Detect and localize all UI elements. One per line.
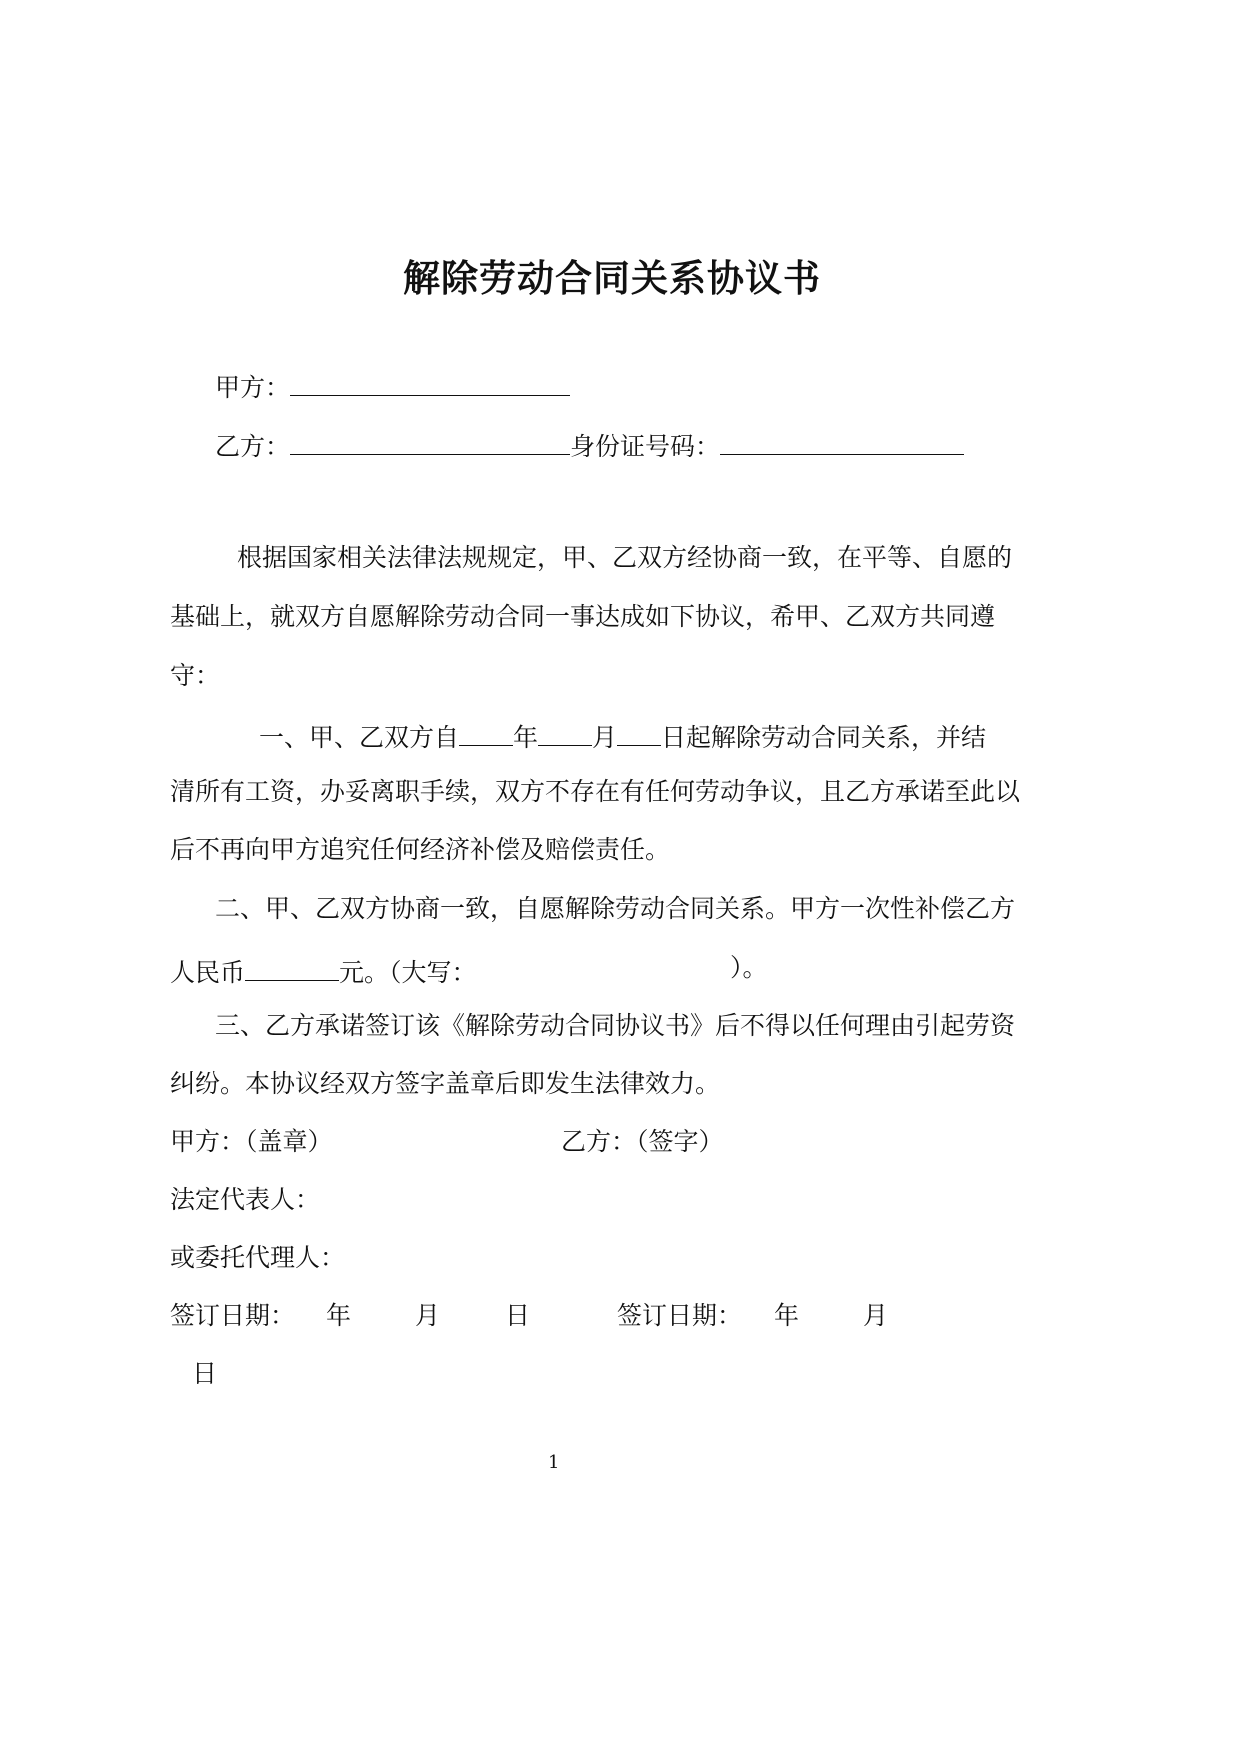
party-b-blank[interactable] — [290, 427, 570, 455]
document-title: 解除劳动合同关系协议书 — [403, 256, 821, 300]
party-b-label: 乙方： — [215, 432, 291, 461]
party-a-label: 甲方： — [215, 373, 291, 402]
party-a-seal-label: 甲方：（盖章） — [170, 1127, 333, 1156]
clause-2-rmb-label: 人民币 — [170, 958, 246, 987]
preamble-line-3: 守： — [170, 661, 221, 690]
party-b-date-month: 月 — [863, 1301, 889, 1330]
clause-2-close: ）。 — [730, 953, 768, 982]
agent-label: 或委托代理人： — [170, 1243, 346, 1272]
clause-2-amount-blank[interactable] — [245, 953, 339, 981]
party-a-date-month: 月 — [415, 1301, 441, 1330]
clause-1-day-blank[interactable] — [617, 718, 661, 746]
clause-1-month-blank[interactable] — [538, 718, 592, 746]
legal-representative-label: 法定代表人： — [170, 1185, 321, 1214]
clause-2-yuan-label: 元。（大写： — [339, 958, 477, 987]
party-a-date-year: 年 — [326, 1301, 352, 1330]
page-number: 1 — [548, 1452, 560, 1473]
clause-3-line-1: 三、乙方承诺签订该《解除劳动合同协议书》后不得以任何理由引起劳资 — [215, 1011, 1016, 1040]
clause-1-year-label: 年 — [513, 723, 539, 752]
clause-1-line-2: 清所有工资，办妥离职手续，双方不存在有任何劳动争议，且乙方承诺至此以 — [170, 777, 1021, 806]
clause-3-line-2: 纠纷。本协议经双方签字盖章后即发生法律效力。 — [170, 1069, 721, 1098]
clause-1-line-3: 后不再向甲方追究任何经济补偿及赔偿责任。 — [170, 835, 671, 864]
party-b-sign-label: 乙方：（签字） — [561, 1127, 724, 1156]
clause-1-rest: 日起解除劳动合同关系，并结 — [661, 723, 987, 752]
party-b-line — [215, 427, 964, 462]
preamble-line-2: 基础上，就双方自愿解除劳动合同一事达成如下协议，希甲、乙双方共同遵 — [170, 602, 996, 631]
preamble-line-1: 根据国家相关法律法规规定，甲、乙双方经协商一致，在平等、自愿的 — [237, 543, 1013, 572]
clause-1-line-1 — [259, 718, 986, 753]
clause-2-line-2 — [170, 953, 477, 988]
party-a-date-day: 日 — [505, 1301, 531, 1330]
clause-1-year-blank[interactable] — [459, 718, 513, 746]
party-b-date-day: 日 — [192, 1359, 218, 1388]
party-a-line — [215, 368, 570, 403]
id-number-blank[interactable] — [720, 427, 964, 455]
clause-1-prefix: 一、甲、乙双方自 — [259, 723, 460, 752]
clause-1-month-label: 月 — [592, 723, 618, 752]
party-a-date-label: 签订日期： — [170, 1301, 296, 1330]
party-a-blank[interactable] — [290, 368, 570, 396]
party-b-date-year: 年 — [774, 1301, 800, 1330]
id-number-label: 身份证号码： — [570, 432, 721, 461]
party-b-date-label: 签订日期： — [617, 1301, 743, 1330]
clause-2-line-1: 二、甲、乙双方协商一致，自愿解除劳动合同关系。甲方一次性补偿乙方 — [215, 894, 1016, 923]
